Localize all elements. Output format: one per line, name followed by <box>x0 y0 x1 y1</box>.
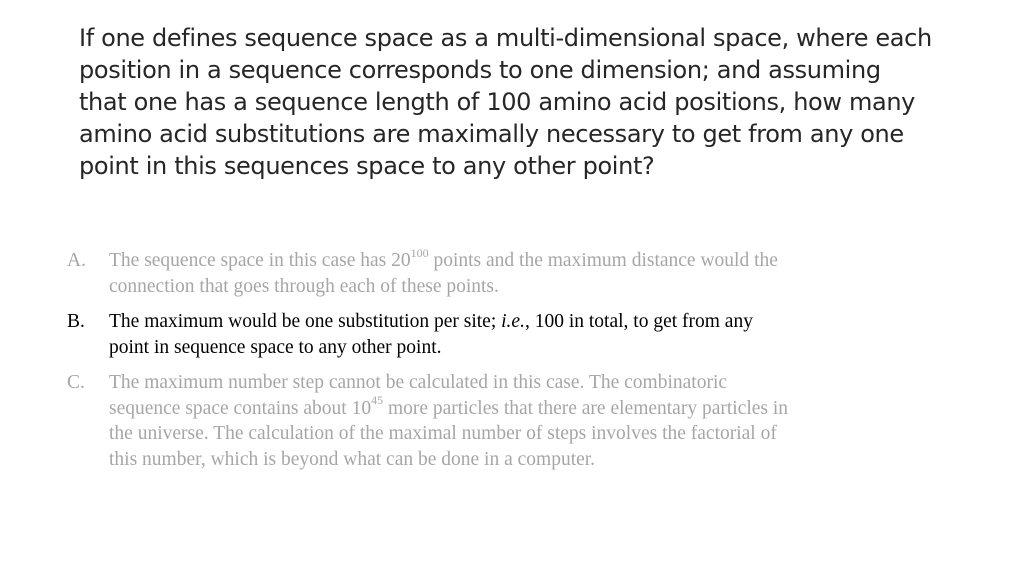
answer-c-text-2: more particles that there are elementary particles in <box>383 397 789 419</box>
answer-letter-c: C. <box>67 372 85 393</box>
question-line-4: amino acid substitutions are maximally necessary to get from any one <box>79 120 904 148</box>
answer-a-text-1: The sequence space in this case has 20 <box>109 250 411 271</box>
answer-c-exponent: 45 <box>371 393 384 407</box>
question-line-1: If one defines sequence space as a multi-dimensional space, where each <box>79 24 932 52</box>
answer-c-line-1: The maximum number step cannot be calculated in this case. The combinatoric <box>109 372 728 393</box>
answer-a-line-1 <box>109 245 965 274</box>
answer-option-b <box>65 309 965 360</box>
answer-a-exponent: 100 <box>410 245 429 260</box>
answer-list <box>65 245 965 472</box>
answer-b-text-1: The maximum would be one substitution per site; <box>109 311 502 332</box>
answer-letter-a: A. <box>67 250 86 271</box>
answer-c-line-3: the universe. The calculation of the maximal number of steps involves the factorial of <box>109 423 777 444</box>
answer-c-line-2 <box>109 393 965 422</box>
answer-a-line-2: connection that goes through each of these points. <box>109 275 499 297</box>
answer-b-italic: i.e. <box>501 311 525 332</box>
answer-b-line-2: point in sequence space to any other point. <box>109 336 442 358</box>
question-title <box>79 22 979 182</box>
answer-c-line-4: this number, which is beyond what can be done in a computer. <box>109 448 596 470</box>
question-line-2: position in a sequence corresponds to one dimension; and assuming <box>79 56 881 84</box>
question-line-5: point in this sequences space to any other point? <box>79 152 655 180</box>
answer-option-c <box>65 370 965 472</box>
answer-a-text-2: points and the maximum distance would the <box>428 250 778 271</box>
answer-option-a <box>65 245 965 299</box>
answer-b-text-2: , 100 in total, to get from any <box>524 311 753 332</box>
question-line-3: that one has a sequence length of 100 amino acid positions, how many <box>79 88 916 116</box>
answer-letter-b: B. <box>67 311 85 332</box>
answer-c-text-1: sequence space contains about 10 <box>109 397 372 419</box>
answer-b-line-1 <box>109 309 965 335</box>
